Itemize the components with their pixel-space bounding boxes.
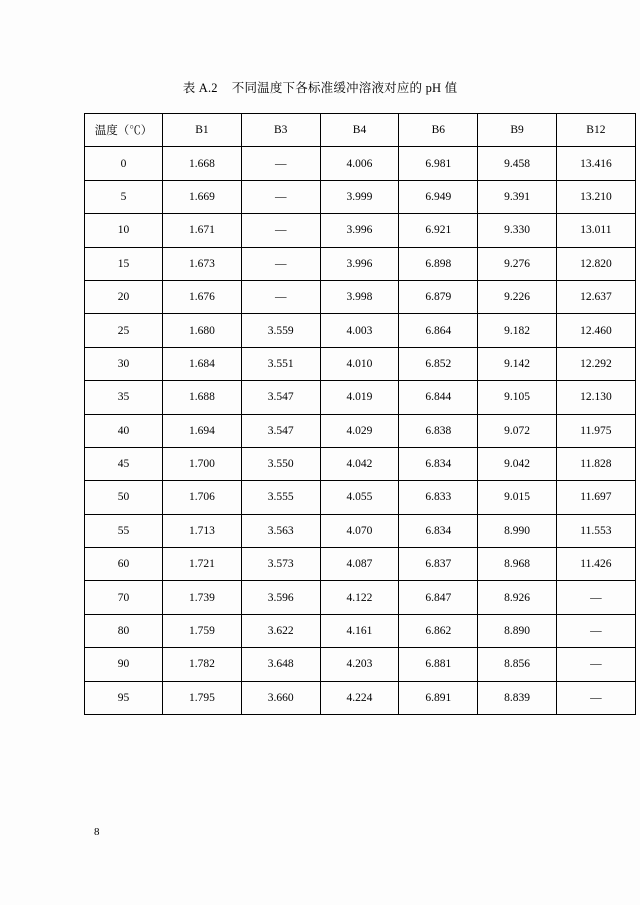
table-cell-value: 4.087: [320, 548, 399, 581]
table-cell-value: 1.721: [163, 548, 242, 581]
table-cell-value: 6.864: [399, 314, 478, 347]
table-cell-value: 3.547: [241, 381, 320, 414]
table-row: [85, 447, 636, 480]
table-cell-value: 11.828: [556, 447, 635, 480]
table-column-header: 温度（℃）: [85, 114, 163, 147]
table-cell-value: 1.759: [163, 614, 242, 647]
table-cell-value: 4.203: [320, 648, 399, 681]
table-row: [85, 381, 636, 414]
table-cell-value: 4.224: [320, 681, 399, 714]
table-cell-value: 8.990: [478, 514, 557, 547]
table-cell-value: 9.182: [478, 314, 557, 347]
table-cell-value: 1.673: [163, 247, 242, 280]
table-cell-temperature: 45: [85, 447, 163, 480]
table-caption-number: 表 A.2: [182, 81, 218, 95]
table-cell-value: 11.697: [556, 481, 635, 514]
table-cell-value: 6.837: [399, 548, 478, 581]
table-cell-value: 12.292: [556, 347, 635, 380]
table-cell-value: 6.852: [399, 347, 478, 380]
table-cell-value: 13.011: [556, 214, 635, 247]
table-cell-value: 1.782: [163, 648, 242, 681]
table-cell-value: 12.637: [556, 280, 635, 313]
table-row: [85, 347, 636, 380]
table-cell-value: 3.660: [241, 681, 320, 714]
table-cell-value: 8.926: [478, 581, 557, 614]
table-cell-value: 4.010: [320, 347, 399, 380]
ph-value-table: [84, 113, 636, 715]
table-cell-value: 4.055: [320, 481, 399, 514]
table-cell-temperature: 20: [85, 280, 163, 313]
table-cell-value: 9.142: [478, 347, 557, 380]
table-cell-value: 1.694: [163, 414, 242, 447]
table-row: [85, 481, 636, 514]
table-cell-value: 13.210: [556, 180, 635, 213]
table-cell-value: —: [241, 247, 320, 280]
table-cell-value: 3.555: [241, 481, 320, 514]
table-cell-value: 4.029: [320, 414, 399, 447]
table-column-header: B4: [320, 114, 399, 147]
table-row: [85, 280, 636, 313]
table-cell-value: —: [241, 147, 320, 180]
table-cell-value: 6.834: [399, 447, 478, 480]
table-cell-value: 13.416: [556, 147, 635, 180]
table-cell-value: 6.981: [399, 147, 478, 180]
table-cell-value: 6.838: [399, 414, 478, 447]
table-cell-value: 1.671: [163, 214, 242, 247]
table-cell-value: —: [241, 214, 320, 247]
table-cell-value: 6.898: [399, 247, 478, 280]
table-cell-value: 9.042: [478, 447, 557, 480]
table-cell-value: 4.003: [320, 314, 399, 347]
table-cell-value: 9.226: [478, 280, 557, 313]
table-cell-value: 8.856: [478, 648, 557, 681]
table-cell-value: 9.276: [478, 247, 557, 280]
table-cell-value: 6.881: [399, 648, 478, 681]
table-cell-value: 1.676: [163, 280, 242, 313]
table-cell-value: —: [241, 180, 320, 213]
ph-value-table-container: [84, 113, 612, 715]
table-cell-temperature: 10: [85, 214, 163, 247]
table-cell-temperature: 90: [85, 648, 163, 681]
table-cell-value: 1.700: [163, 447, 242, 480]
table-column-header: B9: [478, 114, 557, 147]
table-cell-temperature: 30: [85, 347, 163, 380]
table-cell-value: 6.921: [399, 214, 478, 247]
table-cell-value: 4.006: [320, 147, 399, 180]
table-cell-value: 11.975: [556, 414, 635, 447]
table-cell-value: 4.019: [320, 381, 399, 414]
table-cell-temperature: 60: [85, 548, 163, 581]
table-cell-value: 6.862: [399, 614, 478, 647]
table-cell-value: —: [241, 280, 320, 313]
table-row: [85, 147, 636, 180]
table-row: [85, 180, 636, 213]
table-cell-value: 3.996: [320, 247, 399, 280]
table-cell-value: 3.547: [241, 414, 320, 447]
table-cell-temperature: 50: [85, 481, 163, 514]
table-cell-value: 1.713: [163, 514, 242, 547]
table-cell-value: 6.844: [399, 381, 478, 414]
table-cell-value: 12.820: [556, 247, 635, 280]
table-cell-temperature: 15: [85, 247, 163, 280]
table-cell-value: —: [556, 681, 635, 714]
table-cell-value: 6.833: [399, 481, 478, 514]
table-cell-value: 1.684: [163, 347, 242, 380]
table-cell-value: 6.891: [399, 681, 478, 714]
table-cell-temperature: 70: [85, 581, 163, 614]
table-cell-value: 1.669: [163, 180, 242, 213]
table-row: [85, 681, 636, 714]
table-cell-value: 3.648: [241, 648, 320, 681]
table-cell-value: 6.834: [399, 514, 478, 547]
table-cell-value: 6.879: [399, 280, 478, 313]
table-cell-value: 8.968: [478, 548, 557, 581]
table-column-header: B12: [556, 114, 635, 147]
table-cell-value: 3.573: [241, 548, 320, 581]
table-cell-value: 3.596: [241, 581, 320, 614]
table-cell-temperature: 55: [85, 514, 163, 547]
table-cell-value: 9.072: [478, 414, 557, 447]
table-cell-value: 4.122: [320, 581, 399, 614]
table-cell-value: 1.739: [163, 581, 242, 614]
table-cell-value: 12.130: [556, 381, 635, 414]
table-cell-value: 4.070: [320, 514, 399, 547]
table-cell-value: 11.553: [556, 514, 635, 547]
table-row: [85, 514, 636, 547]
table-cell-value: 6.847: [399, 581, 478, 614]
table-cell-value: 4.161: [320, 614, 399, 647]
table-cell-temperature: 80: [85, 614, 163, 647]
table-cell-value: —: [556, 581, 635, 614]
table-cell-temperature: 25: [85, 314, 163, 347]
table-row: [85, 581, 636, 614]
table-caption-text: 不同温度下各标准缓冲溶液对应的 pH 值: [231, 81, 458, 95]
table-cell-value: —: [556, 648, 635, 681]
table-cell-temperature: 35: [85, 381, 163, 414]
table-cell-value: 3.998: [320, 280, 399, 313]
table-row: [85, 247, 636, 280]
table-row: [85, 648, 636, 681]
table-row: [85, 214, 636, 247]
table-header-row: [85, 114, 636, 147]
table-column-header: B3: [241, 114, 320, 147]
table-cell-value: 6.949: [399, 180, 478, 213]
table-cell-value: 3.550: [241, 447, 320, 480]
table-cell-value: 12.460: [556, 314, 635, 347]
table-cell-temperature: 95: [85, 681, 163, 714]
table-cell-value: 1.688: [163, 381, 242, 414]
table-cell-value: 9.105: [478, 381, 557, 414]
table-cell-value: 3.996: [320, 214, 399, 247]
table-row: [85, 414, 636, 447]
table-cell-temperature: 5: [85, 180, 163, 213]
table-body: [85, 147, 636, 715]
table-cell-value: 9.330: [478, 214, 557, 247]
table-cell-value: 3.563: [241, 514, 320, 547]
table-cell-temperature: 40: [85, 414, 163, 447]
table-column-header: B6: [399, 114, 478, 147]
table-cell-value: 1.680: [163, 314, 242, 347]
table-cell-value: 8.839: [478, 681, 557, 714]
table-row: [85, 314, 636, 347]
table-cell-value: 8.890: [478, 614, 557, 647]
table-cell-value: 3.559: [241, 314, 320, 347]
table-row: [85, 614, 636, 647]
table-cell-value: 11.426: [556, 548, 635, 581]
table-cell-value: 1.668: [163, 147, 242, 180]
table-cell-value: 9.391: [478, 180, 557, 213]
table-cell-value: 9.458: [478, 147, 557, 180]
table-cell-value: 3.999: [320, 180, 399, 213]
table-cell-value: 4.042: [320, 447, 399, 480]
table-row: [85, 548, 636, 581]
page-number: 8: [94, 826, 100, 838]
table-cell-value: —: [556, 614, 635, 647]
table-cell-value: 1.795: [163, 681, 242, 714]
table-cell-value: 3.622: [241, 614, 320, 647]
table-cell-value: 9.015: [478, 481, 557, 514]
table-column-header: B1: [163, 114, 242, 147]
table-cell-value: 1.706: [163, 481, 242, 514]
table-cell-temperature: 0: [85, 147, 163, 180]
table-caption: [0, 78, 640, 96]
table-cell-value: 3.551: [241, 347, 320, 380]
